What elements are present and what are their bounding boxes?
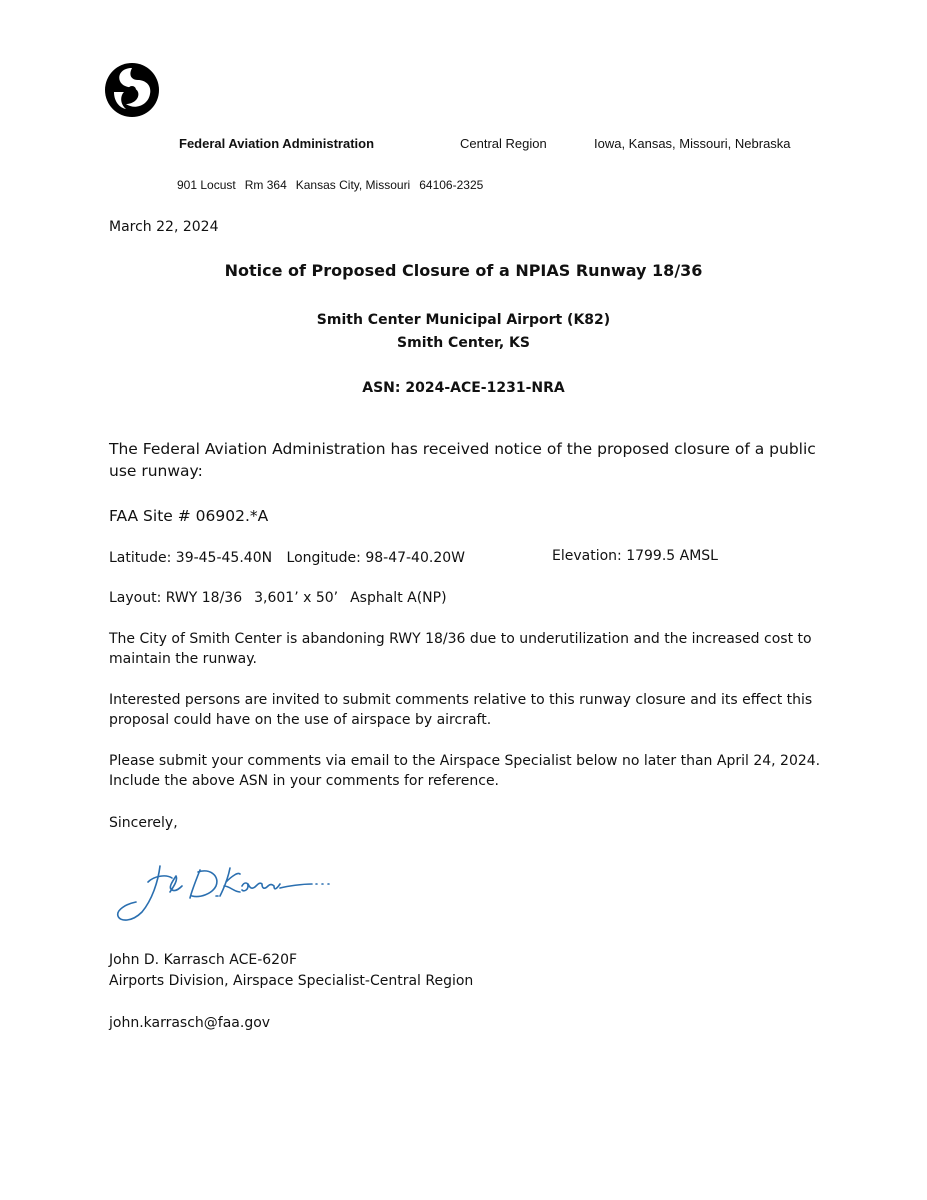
region-name: Central Region <box>460 136 547 151</box>
layout-label: Layout: RWY 18/36 <box>109 590 243 606</box>
airport-city: Smith Center, KS <box>397 335 530 351</box>
signer-name: John D. Karrasch ACE-620F <box>109 952 298 968</box>
airport-name: Smith Center Municipal Airport (K82) <box>316 312 611 328</box>
dot-logo-icon <box>104 62 160 118</box>
closure-reason-paragraph: The City of Smith Center is abandoning RWY 18/36 due to underutilization and the increased cost to maintain the runway. <box>109 631 812 667</box>
signer-title: Airports Division, Airspace Specialist-Central Region <box>109 973 474 989</box>
intro-paragraph: The Federal Aviation Administration has received notice of the proposed closure of a public use runway: <box>109 440 816 480</box>
runway-layout <box>109 588 824 608</box>
submission-instructions-paragraph: Please submit your comments via email to the Airspace Specialist below no later than April 24, 2024. Include the above ASN in your comments for reference. <box>109 753 821 789</box>
address-room: Rm 364 <box>244 178 287 192</box>
letterhead-address <box>177 178 492 192</box>
address-city: Kansas City, Missouri <box>295 178 411 192</box>
elevation: Elevation: 1799.5 AMSL <box>552 548 718 564</box>
address-zip: 64106-2325 <box>419 178 484 192</box>
closing: Sincerely, <box>109 815 178 831</box>
signer-email[interactable]: john.karrasch@faa.gov <box>109 1015 271 1031</box>
latitude: Latitude: 39-45-45.40N <box>109 550 273 566</box>
longitude: Longitude: 98-47-40.20W <box>286 550 465 566</box>
letter-date: March 22, 2024 <box>109 219 219 235</box>
layout-dimensions: 3,601’ x 50’ <box>254 590 339 606</box>
agency-name: Federal Aviation Administration <box>179 136 375 151</box>
asn-number: ASN: 2024-ACE-1231-NRA <box>362 380 565 396</box>
layout-surface: Asphalt A(NP) <box>350 590 447 606</box>
signature-image <box>112 852 332 928</box>
notice-title: Notice of Proposed Closure of a NPIAS Runway 18/36 <box>224 261 703 280</box>
faa-site-number: FAA Site # 06902.*A <box>109 507 269 525</box>
address-street: 901 Locust <box>177 178 236 192</box>
region-states: Iowa, Kansas, Missouri, Nebraska <box>594 136 791 151</box>
comments-invitation-paragraph: Interested persons are invited to submit comments relative to this runway closure and its effect this proposal could have on the use of airspace by aircraft. <box>109 692 813 728</box>
